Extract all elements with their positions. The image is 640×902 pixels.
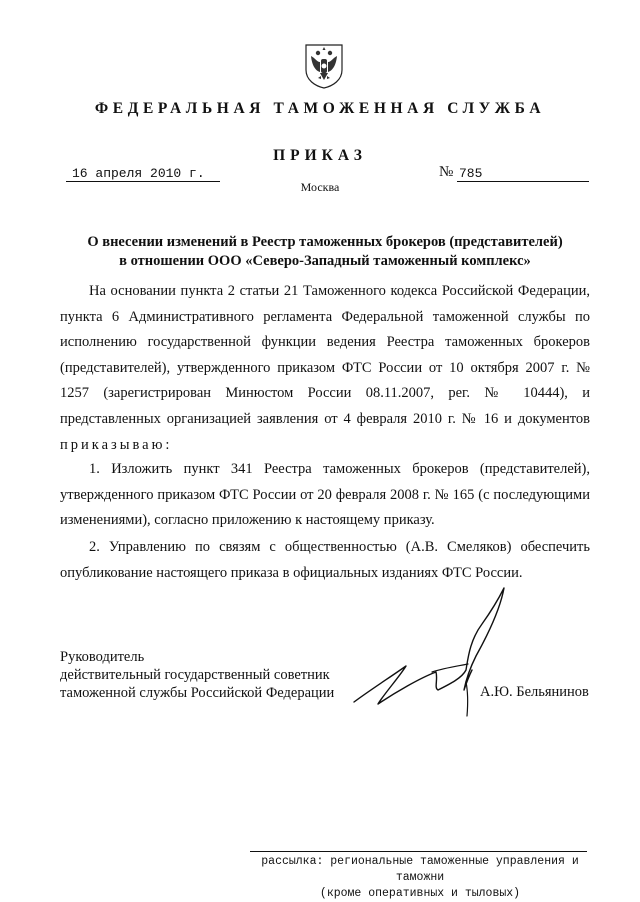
paragraph-item-2: 2. Управлению по связям с общественностью (А.В. Смеляков) обеспечить опубликование настоящего приказа в официальных изданиях ФТС России.: [60, 539, 590, 581]
paragraph-item-1: 1. Изложить пункт 341 Реестра таможенных брокеров (представителей), утвержденного приказом ФТС России от 20 февраля 2008 г. № 165 (с последующими изменениями), согласно приложению к настоящему приказу.: [60, 461, 590, 529]
order-heading-line: О внесении изменений в Реестр таможенных брокеров (представителей): [87, 234, 563, 250]
distribution-note-line: (кроме оперативных и тыловых): [319, 887, 521, 900]
coat-of-arms-icon: [303, 42, 345, 90]
signatory-name: А.Ю. Бельянинов: [480, 684, 589, 700]
order-date: 16 апреля 2010 г.: [66, 166, 220, 182]
order-heading: [60, 233, 590, 271]
signatory-title: [60, 648, 360, 702]
signatory-title-line: Руководитель: [60, 649, 145, 665]
document-type-title: ПРИКАЗ: [273, 147, 367, 164]
order-number-label: №: [439, 164, 454, 180]
distribution-divider: [250, 851, 587, 852]
signatory-title-line: таможенной службы Российской Федерации: [60, 685, 335, 701]
signatory-title-line: действительный государственный советник: [60, 667, 330, 683]
paragraph-basis: [60, 279, 590, 458]
order-heading-line: в отношении ООО «Северо-Западный таможенный комплекс»: [119, 253, 531, 269]
order-number: 785: [457, 166, 589, 182]
paragraph-basis-text: На основании пункта 2 статьи 21 Таможенного кодекса Российской Федерации, пункта 6 Административного регламента Федеральной таможенной службы по исполнению государственной функции ведения Реестра таможенных брокеров (представителей), утвержденного приказом ФТС России от 10 октября 2007 г. № 1257 (зарегистрирован Минюстом России 08.11.2007, рег. № 10444), и представленных организацией заявления от 4 февраля 2010 г. № 16 и документов: [60, 283, 590, 427]
city: Москва: [300, 180, 340, 194]
order-verb: приказываю:: [60, 436, 173, 453]
distribution-note: [240, 854, 600, 902]
distribution-note-line: рассылка: региональные таможенные управления и таможни: [261, 855, 579, 884]
agency-name: ФЕДЕРАЛЬНАЯ ТАМОЖЕННАЯ СЛУЖБА: [94, 100, 546, 117]
